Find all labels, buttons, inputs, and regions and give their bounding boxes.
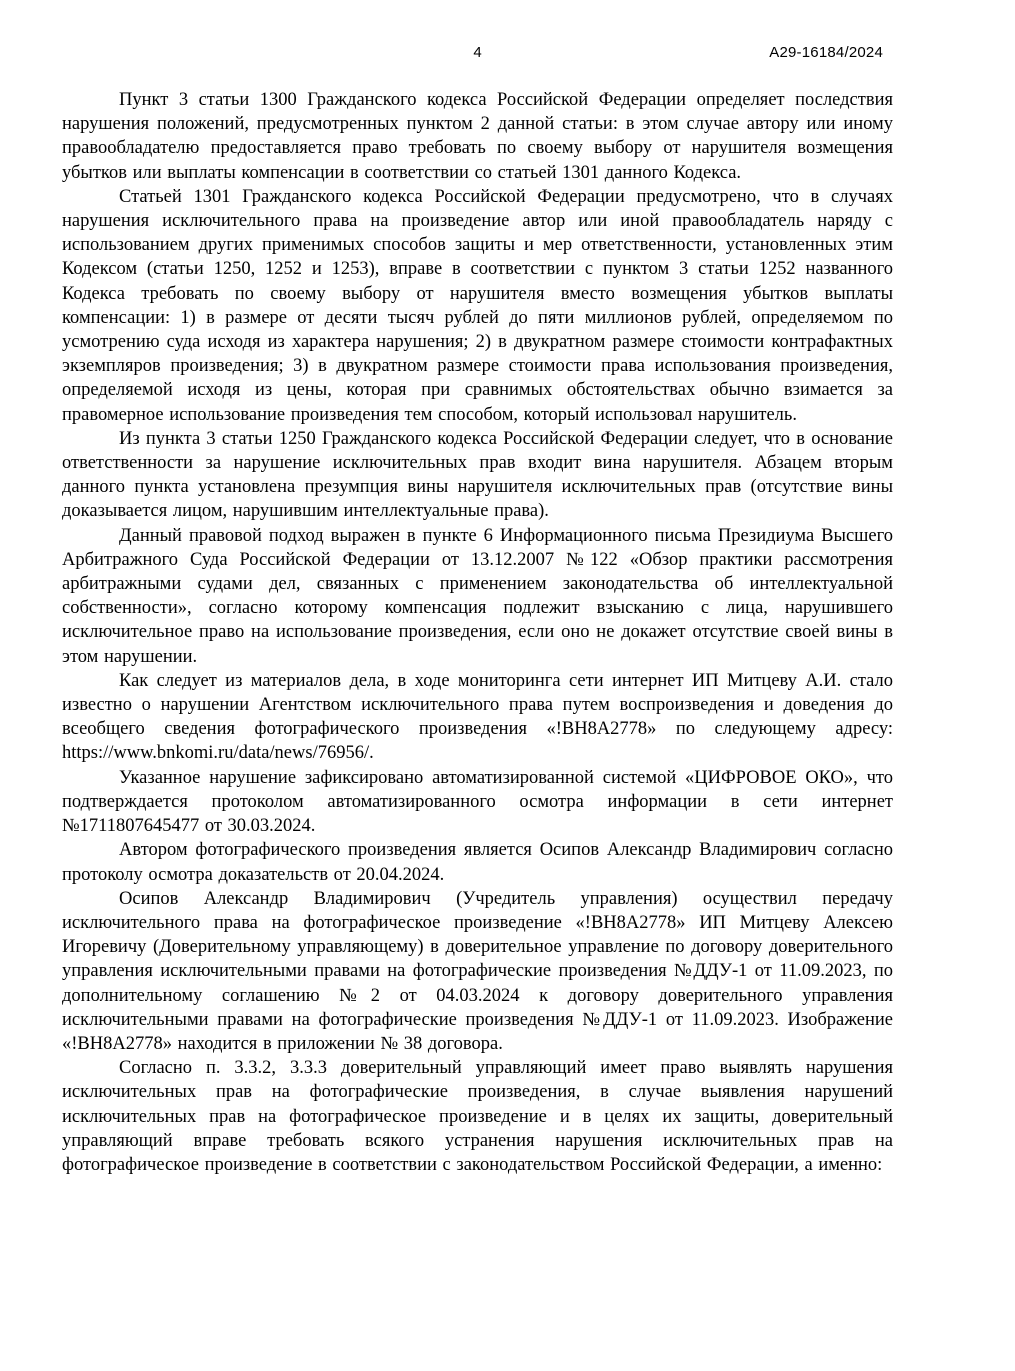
paragraph: Пункт 3 статьи 1300 Гражданского кодекса Российской Федерации определяет последствия нарушения положений, предусмотренных пунктом 2 данной статьи: в этом случае автору или иному правообладателю предоставляется право требовать по своему выбору от нарушителя возмещения убытков или выплаты компенсации в соответствии со статьей 1301 данного Кодекса. (62, 90, 893, 183)
page-number: 4 (473, 44, 482, 61)
paragraph: Статьей 1301 Гражданского кодекса Российской Федерации предусмотрено, что в случаях нарушения исключительного права на произведение автор или иной правообладатель наряду с использованием других применимых способов защиты и мер ответственности, установленных этим Кодексом (статьи 1250, 1252 и 1253), вправе в соответствии с пунктом 3 статьи 1252 названного Кодекса требовать по своему выбору от нарушителя вместо возмещения убытков выплаты компенсации: 1) в размере от десяти тысяч рублей до пяти миллионов рублей, определяемом по усмотрению суда исходя из характера нарушения; 2) в двукратном размере стоимости контрафактных экземпляров произведения; 3) в двукратном размере стоимости права использования произведения, определяемой исходя из цены, которая при сравнимых обстоятельствах обычно взимается за правомерное использование произведения тем способом, который использовал нарушитель. (62, 186, 893, 425)
paragraph: Из пункта 3 статьи 1250 Гражданского кодекса Российской Федерации следует, что в основание ответственности за нарушение исключительных прав входит вина нарушителя. Абзацем вторым данного пункта установлена презумпция вины нарушителя исключительных прав (отсутствие вины доказывается лицом, нарушившим интеллектуальные права). (62, 428, 893, 522)
case-number: А29-16184/2024 (769, 44, 883, 61)
paragraph: Указанное нарушение зафиксировано автоматизированной системой «ЦИФРОВОЕ ОКО», что подтверждается протоколом автоматизированного осмотра информации в сети интернет №1711807645477 от 30.03.2024. (62, 767, 893, 837)
page-header (62, 44, 893, 62)
paragraph: Осипов Александр Владимирович (Учредитель управления) осуществил передачу исключительного права на фотографическое произведение «!BH8A2778» ИП Митцеву Алексею Игоревичу (Доверительному управляющему) в доверительное управление по договору доверительного управления исключительными правами на фотографические произведения №ДДУ-1 от 11.09.2023, по дополнительному соглашению №2 от 04.03.2024 к договору доверительного управления исключительными правами на фотографические произведения №ДДУ-1 от 11.09.2023. Изображение «!BH8A2778» находится в приложении № 38 договора. (62, 888, 893, 1054)
paragraph: Данный правовой подход выражен в пункте 6 Информационного письма Президиума Высшего Арбитражного Суда Российской Федерации от 13.12.2007 №122 «Обзор практики рассмотрения арбитражными судами дел, связанных с применением законодательства об интеллектуальной собственности», согласно которому компенсация подлежит взысканию с лица, нарушившего исключительное право на использование произведения, если оно не докажет отсутствие своей вины в этом нарушении. (62, 525, 893, 667)
paragraph-list (62, 88, 893, 1177)
paragraph: Как следует из материалов дела, в ходе мониторинга сети интернет ИП Митцеву А.И. стало известно о нарушении Агентством исключительного права путем воспроизведения и доведения до всеобщего сведения фотографического произведения «!BH8A2778» по следующему адресу: https://www.bnkomi.ru/data/news/76956/. (62, 670, 893, 764)
paragraph: Согласно п. 3.3.2, 3.3.3 доверительный управляющий имеет право выявлять нарушения исключительных прав на фотографические произведения, в случае выявления нарушений исключительных прав на фотографическое произведение и в целях их защиты, доверительный управляющий вправе требовать всякого устранения нарушения исключительных прав на фотографическое произведение в соответствии с законодательством Российской Федерации, а именно: (62, 1058, 893, 1175)
paragraph: Автором фотографического произведения является Осипов Александр Владимирович согласно протоколу осмотра доказательств от 20.04.2024. (62, 840, 893, 885)
